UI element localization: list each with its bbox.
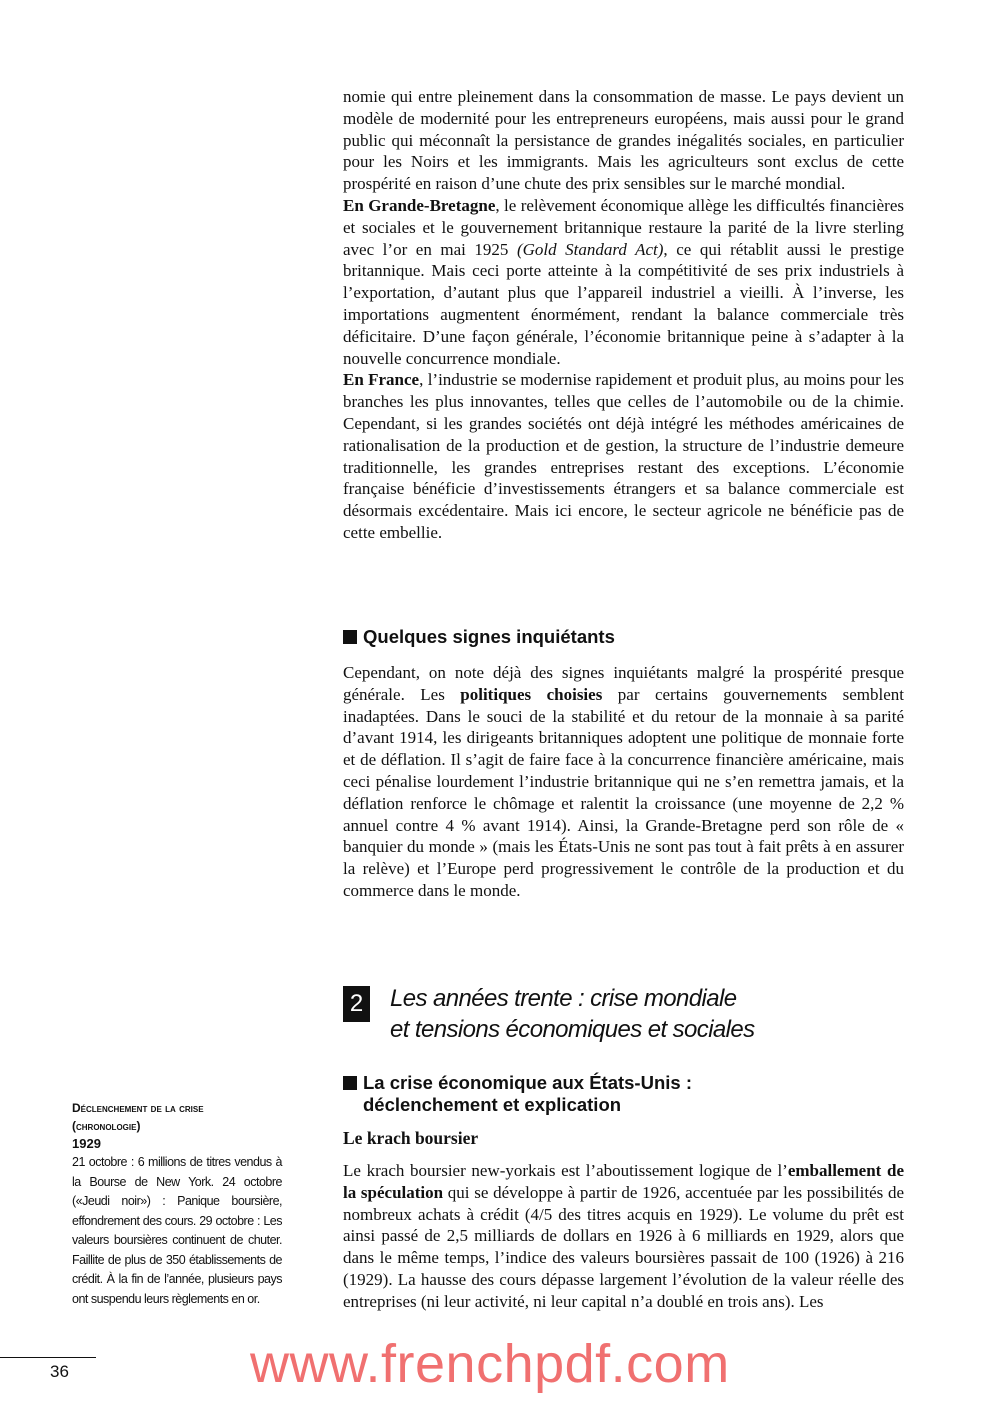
france-text: , l’industrie se modernise rapidement et produit plus, au moins pour les branches les plus innovantes, telles que celles de l’automobile ou de la chimie. Cependant, si les grandes sociétés ont déjà intégré les méthodes américaines de rationalisation de la production et de gestion, la structure de l’industrie demeure traditionnelle, les grandes entreprises restant des exceptions. L’économie française bénéficie d’investissements étrangers et sa balance commerciale est désormais excédentaire. Mais ici encore, le secteur agricole ne bénéficie pas de cette embellie. [343, 370, 904, 542]
page-number-rule [0, 1357, 96, 1358]
section-2-title [390, 983, 904, 1045]
section-2-title-line2: et tensions économiques et sociales [390, 1016, 755, 1043]
signes-text-a: Cependant, on note déjà des signes inquiétants malgré la prospérité presque générale. Les [343, 663, 904, 704]
heading-signes-inquietants [343, 626, 904, 648]
page-number: 36 [50, 1362, 69, 1381]
great-britain-lead: En Grande-Bretagne [343, 195, 496, 215]
signes-text-b: par certains gouvernements semblent inadaptées. Dans le souci de la stabilité et du retour de la monnaie à sa parité d’avant 1914, les dirigeants britanniques adoptent une politique de monnaie forte et de déflation. Il s’agit de faire face à la concurrence financière américaine, mais ceci pénalise lourdement l’industrie britannique qui ne s’en remettra jamais, et la déflation renforce le chômage et ralentit la croissance (une moyenne de 2,2 % annuel contre 4 % avant 1914). Ainsi, la Grande-Bretagne perd son rôle de « banquier du monde » (mais les États-Unis ne sont pas tout à fait prêts à en assurer la relève) et l’Europe perd progressivement le contrôle de la production et du commerce dans le monde. [343, 684, 904, 900]
krach-text-block [343, 1160, 904, 1313]
great-britain-text-b: , ce qui rétablit aussi le prestige britannique. Mais ceci porte atteinte à la compétitivité de ses prix industriels à l’exportation, d’autant plus que l’appareil industriel a vieilli. À l’inverse, les importations augmentent énormément, rendant la balance commerciale très déficitaire. D’une façon générale, l’économie britannique peine à s’adapter à la nouvelle concurrence mondiale. [343, 239, 904, 368]
sidebar-chronologie [72, 1099, 282, 1309]
main-text-block [343, 86, 904, 544]
heading-crise-line1: La crise économique aux États-Unis : [363, 1072, 692, 1093]
paragraph-usa-text: nomie qui entre pleinement dans la consommation de masse. Le pays devient un modèle de modernité pour les entrepreneurs européens, mais aussi pour le grand public qui méconnaît la persistance de grandes inégalités sociales, en particulier pour les Noirs et les immigrants. Mais les agriculteurs sont exclus de cette prospérité en raison d’une chute des prix sensibles sur le marché mondial. [343, 87, 904, 194]
paragraph-signes [343, 662, 904, 902]
krach-text-b: qui se développe à partir de 1926, accentuée par les possibilités de nombreux achats à crédit (4/5 des titres acquis en 1929). Le volume du prêt est ainsi passé de 2,5 milliards de dollars en 1926 à 6 milliards en 1929, alors que dans le même temps, l’indice des valeurs boursières passait de 100 (1926) à 216 (1929). La hausse des cours dépasse largement l’évolution de la valeur réelle des entreprises (ni leur activité, ni leur capital n’a doublé en trois ans). Les [343, 1182, 904, 1311]
krach-text-a: Le krach boursier new-yorkais est l’aboutissement logique de l’ [343, 1161, 788, 1180]
section-number-badge: 2 [343, 986, 370, 1022]
great-britain-text-a: , le relèvement économique allège les difficultés financières et sociales et le gouvernement britannique restaure la parité de la livre sterling avec l’or en mai 1925 [343, 195, 904, 259]
sidebar-year: 1929 [72, 1136, 101, 1151]
heading-signes-inquietants-text: Quelques signes inquiétants [363, 626, 615, 647]
paragraph-usa [343, 86, 904, 195]
section-2-title-line1: Les années trente : crise mondiale [390, 985, 737, 1012]
paragraph-france [343, 369, 904, 543]
square-bullet-icon [343, 1076, 357, 1090]
paragraph-great-britain [343, 195, 904, 369]
sidebar-title-line2: (chronologie) [72, 1119, 141, 1133]
heading-crise-etats-unis [343, 1072, 904, 1116]
france-lead: En France [343, 370, 420, 390]
signes-inquietants-block [343, 662, 904, 902]
watermark: www.frenchpdf.com [250, 1334, 730, 1394]
politiques-choisies: politiques choisies [460, 684, 603, 704]
sidebar-title-line1: Déclenchement de la crise [72, 1101, 204, 1115]
sidebar-body: 21 octobre : 6 millions de titres vendus à la Bourse de New York. 24 octobre («Jeudi noir») : Panique boursière, effondrement des cours. 29 octobre : Les valeurs boursières continuent de chuter. Faillite de plus de 350 établissements de crédit. À la fin de l’année, plusieurs pays ont suspendu leurs règlements en or. [72, 1155, 282, 1306]
gold-standard-act: (Gold Standard Act) [516, 239, 664, 259]
square-bullet-icon [343, 630, 357, 644]
section-2-header [343, 983, 904, 1053]
emballement-speculation: emballement de la spéculation [343, 1161, 904, 1202]
subtitle-krach-boursier: Le krach boursier [343, 1128, 479, 1148]
heading-crise-line2: déclenchement et explication [363, 1094, 622, 1115]
